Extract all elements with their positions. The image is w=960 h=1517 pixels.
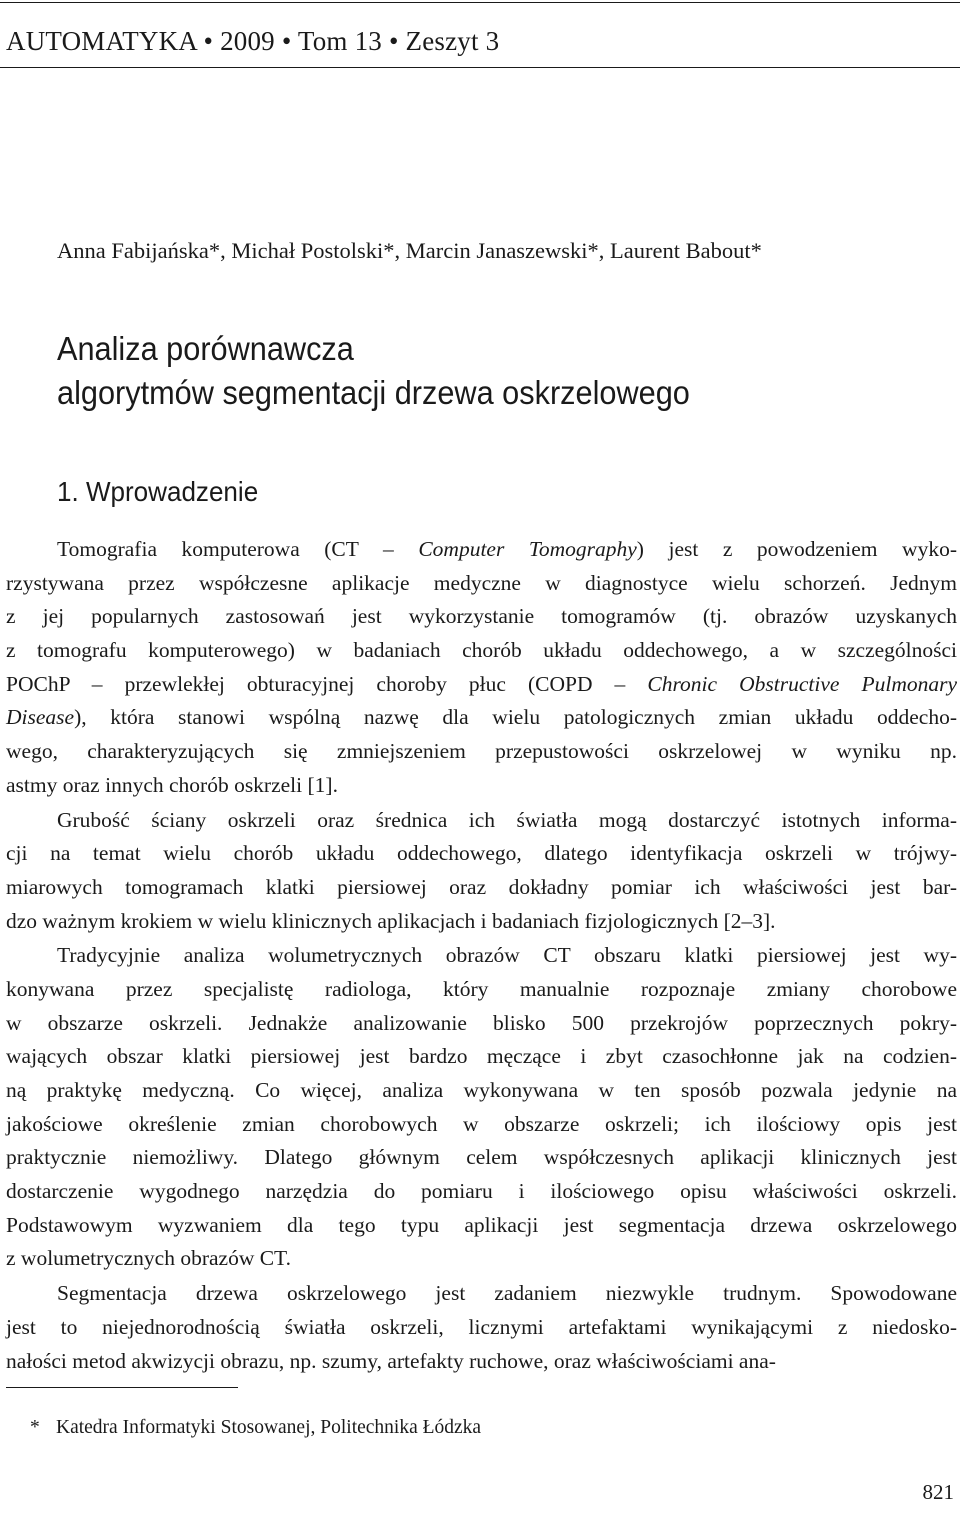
paragraph-line: Tradycyjnie analiza wolumetrycznych obrazów CT obszaru klatki piersiowej jest wy- — [57, 943, 957, 968]
italic-term: Computer Tomography — [418, 537, 637, 561]
journal-header: AUTOMATYKA • 2009 • Tom 13 • Zeszyt 3 — [6, 26, 500, 56]
paragraph-line: cji na temat wielu chorób układu oddechowego, dlatego identyfikacja oskrzeli w trójwy- — [6, 841, 957, 866]
paragraph — [6, 533, 957, 803]
italic-term: Disease — [6, 705, 75, 730]
line-text: Tomografia komputerowa (CT – — [57, 537, 419, 561]
paper-title-line-2: algorytmów segmentacji drzewa oskrzelowego — [57, 374, 690, 411]
top-rule — [0, 2, 960, 3]
paragraph-line: dostarczenie wygodnego narzędzia do pomiaru i ilościowego opisu właściwości oskrzeli. — [6, 1179, 957, 1204]
paragraph-line: Podstawowym wyzwaniem dla tego typu aplikacji jest segmentacja drzewa oskrzelowego — [6, 1212, 957, 1237]
section-heading: 1. Wprowadzenie — [57, 476, 259, 507]
footnote — [30, 1415, 481, 1441]
paragraph-line: praktycznie niemożliwy. Dlatego głównym celem współczesnych aplikacji klinicznych jest — [6, 1145, 957, 1170]
paragraph-line: nałości metod akwizycji obrazu, np. szumy, artefakty ruchowe, oraz właściwościami ana- — [6, 1348, 776, 1373]
italic-term: Chronic Obstructive Pulmonary — [647, 671, 958, 696]
paragraph-line: rzystywana przez współczesne aplikacje medyczne w diagnostyce wielu schorzeń. Jednym — [6, 570, 957, 595]
paragraph-line: ną praktykę medyczną. Co więcej, analiza wykonywana w ten sposób pozwala jedynie na — [6, 1078, 957, 1102]
paragraph-line: w obszarze oskrzeli. Jednakże analizowanie blisko 500 przekrojów poprzecznych pokry- — [6, 1010, 957, 1035]
paragraph — [6, 1277, 957, 1378]
footnote-mark: * — [30, 1417, 40, 1438]
paragraph — [6, 939, 957, 1276]
paragraph-line: wego, charakteryzujących się zmniejszeniem przepustowości oskrzelowej w wyniku np. — [6, 739, 957, 764]
author-list: Anna Fabijańska*, Michał Postolski*, Marcin Janaszewski*, Laurent Babout* — [57, 238, 762, 263]
paragraph-line: dzo ważnym krokiem w wielu klinicznych aplikacjach i badaniach fizjologicznych [2–3]. — [6, 908, 776, 933]
paragraph-line: z jej popularnych zastosowań jest wykorzystanie tomogramów (tj. obrazów uzyskanych — [6, 604, 957, 629]
paragraph-line: Grubość ściany oskrzeli oraz średnica ich światła mogą dostarczyć istotnych informa- — [57, 807, 957, 832]
line-text: POChP – przewlekłej obturacyjnej choroby płuc (COPD – — [6, 671, 648, 696]
paragraph-line: jakościowe określenie zmian chorobowych w obszarze oskrzeli; ich ilościowy opis jest — [6, 1111, 957, 1136]
paragraph-line: miarowych tomogramach klatki piersiowej oraz dokładny pomiar ich właściwości jest bar- — [6, 874, 957, 899]
page-number: 821 — [922, 1480, 954, 1504]
footnote-text: Katedra Informatyki Stosowanej, Politechnika Łódzka — [56, 1417, 482, 1438]
paragraph — [6, 804, 957, 939]
line-text: ) jest z powodzeniem wyko- — [636, 537, 957, 561]
paragraph-line: wających obszar klatki piersiowej jest bardzo męczące i zbyt czasochłonne jak na codzien- — [6, 1044, 957, 1069]
paragraph-line — [6, 668, 957, 702]
paragraph-line: konywana przez specjalistę radiologa, który manualnie rozpoznaje zmiany chorobowe — [6, 976, 957, 1001]
paper-title-line-1: Analiza porównawcza — [57, 330, 354, 367]
paragraph-line: z wolumetrycznych obrazów CT. — [6, 1246, 291, 1271]
paragraph-line: Segmentacja drzewa oskrzelowego jest zadaniem niezwykle trudnym. Spowodowane — [57, 1281, 957, 1306]
paragraph-line: z tomografu komputerowego) w badaniach chorób układu oddechowego, a w szczególności — [6, 638, 957, 663]
paper-title — [57, 327, 690, 415]
paragraph-line: jest to niejednorodnością światła oskrzeli, licznymi artefaktami wynikającymi z niedosko- — [6, 1314, 957, 1339]
header-rule — [0, 67, 960, 68]
line-text: ), która stanowi wspólną nazwę dla wielu patologicznych zmian układu oddecho- — [74, 705, 957, 730]
body-text — [6, 533, 957, 1378]
paragraph-line — [6, 533, 957, 567]
paragraph-line: astmy oraz innych chorób oskrzeli [1]. — [6, 772, 338, 797]
paragraph-line — [6, 701, 957, 735]
footnote-rule — [6, 1387, 238, 1388]
